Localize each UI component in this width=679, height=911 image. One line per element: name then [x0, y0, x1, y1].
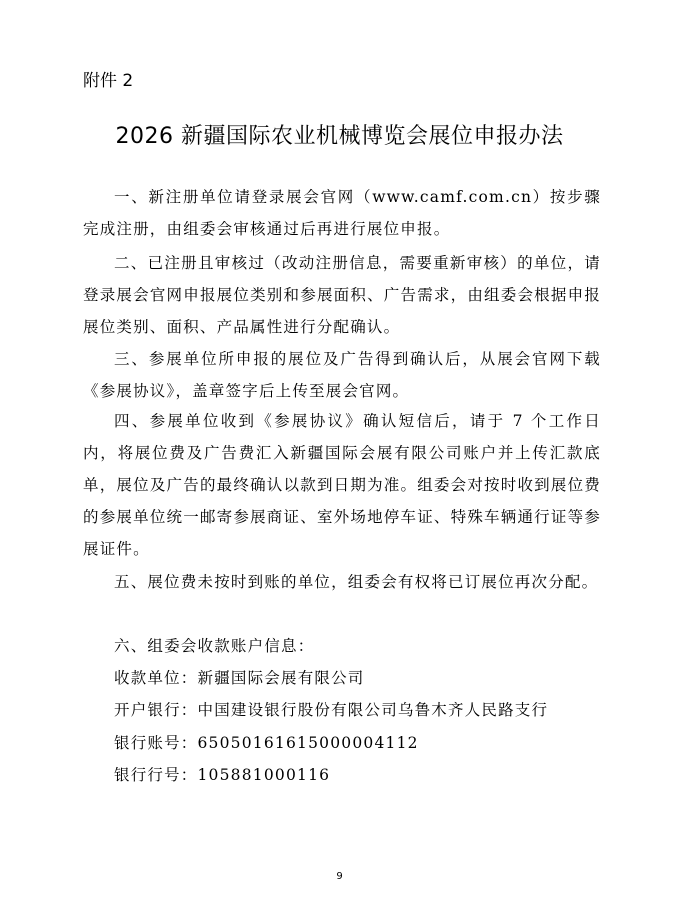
account-info-heading: 六、组委会收款账户信息：	[114, 637, 315, 655]
paragraph-4-block	[83, 405, 601, 565]
paragraph-2: 二、已注册且审核过（改动注册信息，需要重新审核）的单位，请登录展会官网申报展位类别和参展面积、广告需求，由组委会根据申报展位类别、面积、产品属性进行分配确认。	[83, 254, 601, 336]
document-title: 2026 新疆国际农业机械博览会展位申报办法	[115, 124, 564, 149]
paragraph-3: 三、参展单位所申报的展位及广告得到确认后，从展会官网下载《参展协议》，盖章签字后上传至展会官网。	[83, 350, 601, 400]
paragraph-1-block	[83, 181, 601, 245]
paragraph-5-block	[83, 566, 601, 598]
paragraph-1: 一、新注册单位请登录展会官网（www.camf.com.cn）按步骤完成注册，由组委会审核通过后再进行展位申报。	[83, 188, 601, 238]
bank-code-line: 银行行号：105881000116	[114, 766, 331, 784]
paragraph-5: 五、展位费未按时到账的单位，组委会有权将已订展位再次分配。	[114, 573, 599, 591]
paragraph-2-block	[83, 247, 601, 343]
paragraph-4: 四、参展单位收到《参展协议》确认短信后，请于 7 个工作日内，将展位费及广告费汇入新疆国际会展有限公司账户并上传汇款底单，展位及广告的最终确认以款到日期为准。组委会对按时收到展位费的参展单位统一邮寄参展商证、室外场地停车证、特殊车辆通行证等参展证件。	[83, 412, 601, 558]
attachment-label: 附件 2	[83, 71, 134, 91]
payee-line: 收款单位：新疆国际会展有限公司	[114, 669, 365, 687]
paragraph-3-block	[83, 343, 601, 407]
bank-line: 开户银行：中国建设银行股份有限公司乌鲁木齐人民路支行	[114, 701, 549, 719]
account-number-line: 银行账号：65050161615000004112	[114, 734, 419, 752]
page-number: 9	[336, 871, 343, 882]
